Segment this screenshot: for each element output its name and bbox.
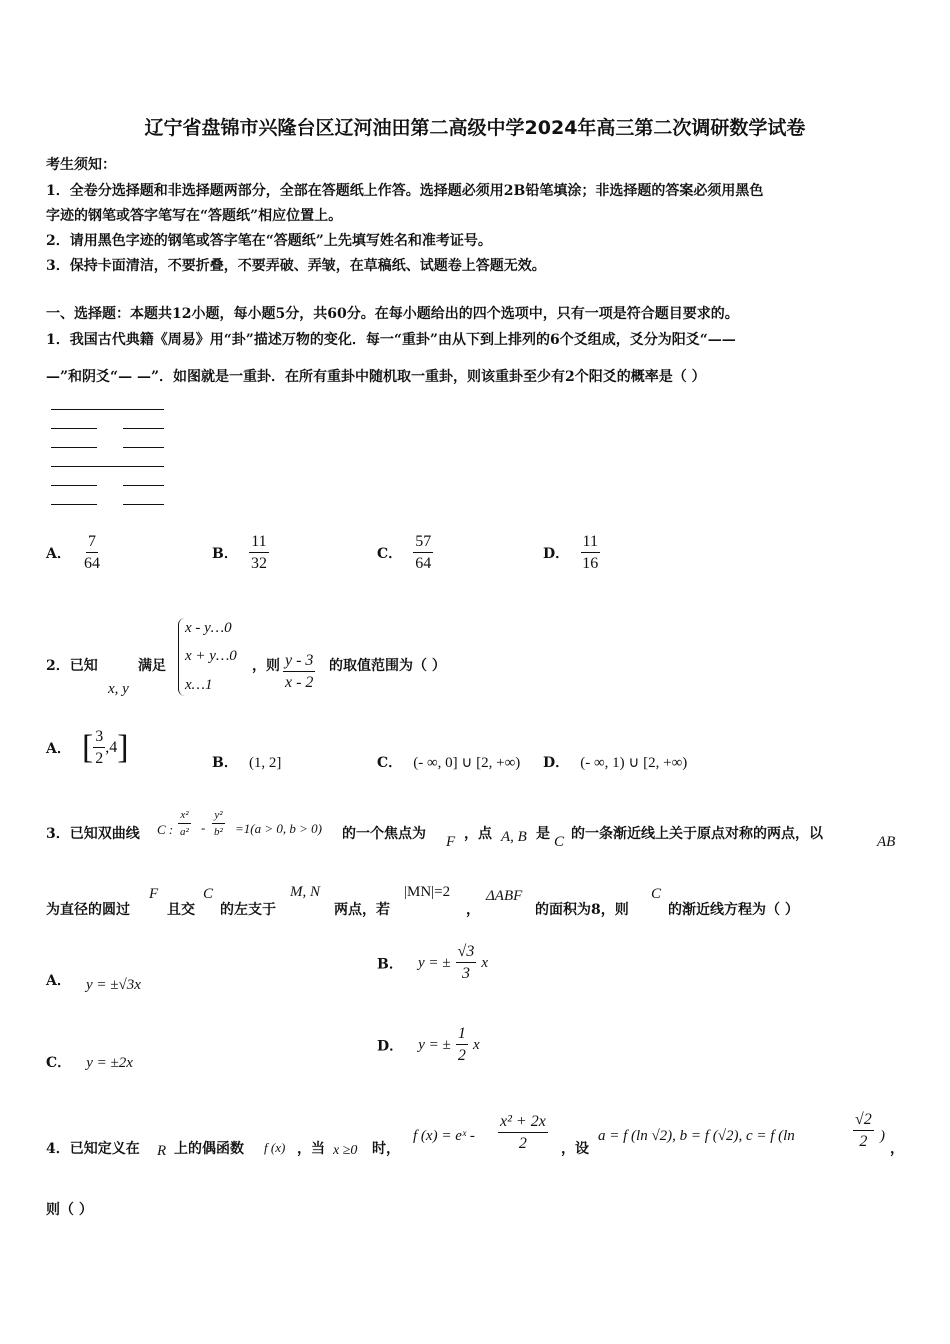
hexagram-line-yang [51, 466, 164, 467]
q2-satisfy: 满足 [138, 658, 166, 674]
q3-line2-c: C [203, 886, 214, 902]
option-expression-prefix: y = ± [418, 1037, 451, 1053]
q3-focus-f: F [446, 834, 456, 850]
q2-option-c[interactable] [377, 752, 520, 772]
q3-mn-length: |MN|=2 [404, 884, 451, 900]
q1-text-line-1: 1．我国古代典籍《周易》用“卦”描述万物的变化．每一“重卦”由从下到上排列的6个爻组成，爻分为阳爻“—— [46, 332, 736, 348]
q2-target-fraction [283, 651, 315, 694]
q3-frac-x [178, 808, 191, 841]
fraction-numerator: √3 [456, 942, 477, 963]
q3-option-a[interactable] [46, 970, 141, 993]
q3-points-mn: M, N [290, 884, 320, 900]
q3-condition: =1(a > 0, b > 0) [235, 821, 322, 836]
option-label: C． [46, 1055, 72, 1071]
hexagram-line-yin-right [123, 428, 164, 429]
fraction-numerator: x² + 2x [498, 1112, 548, 1133]
option-expression: y = ±√3x [85, 977, 141, 993]
q4-text-3: 时， [372, 1141, 400, 1157]
fraction-denominator: 3 [461, 965, 470, 982]
q3-line2-text-a: 为直径的圆过 [46, 902, 130, 918]
q3-option-c[interactable] [46, 1052, 133, 1072]
fraction-denominator: 32 [250, 555, 267, 572]
interval-end: ,4 [105, 739, 118, 756]
option-expression: (- ∞, 1) ∪ [2, +∞) [580, 755, 688, 771]
q4-prefix: 4．已知定义在 [46, 1141, 140, 1157]
option-label: C． [377, 755, 403, 771]
fraction-denominator: 16 [582, 555, 599, 572]
option-label: D． [543, 546, 570, 562]
fraction-denominator: 64 [415, 555, 432, 572]
q3-frac-y [212, 808, 225, 841]
q2-prefix: 2．已知 [46, 658, 98, 674]
fraction-numerator: 7 [86, 532, 98, 553]
option-expression-suffix: x [481, 955, 489, 971]
q4-fx: f (x) [264, 1140, 286, 1155]
fraction-denominator: 64 [83, 555, 100, 572]
section-heading: 一、选择题：本题共12小题，每小题5分，共60分。在每小题给出的四个选项中，只有一项是符合题目要求的。 [46, 306, 739, 322]
fraction-numerator: y - 3 [283, 651, 315, 672]
hexagram-line-yin-right [123, 447, 164, 448]
bracket-left: [ [81, 729, 94, 766]
fraction-numerator: y² [212, 808, 224, 824]
hexagram-line-yin-left [51, 447, 97, 448]
q4-r: R [157, 1143, 167, 1159]
q3-line2-text-f: 的渐近线方程为（ ） [668, 902, 799, 918]
option-label: B． [377, 956, 403, 973]
fraction-denominator: 2 [518, 1135, 527, 1152]
hexagram-line-yin-left [51, 504, 97, 505]
option-expression: (1, 2] [248, 755, 282, 771]
fraction-numerator: 57 [413, 532, 433, 553]
option-expression [82, 724, 129, 772]
q3-text-4: 的一条渐近线上关于原点对称的两点，以 [571, 826, 823, 842]
q3-curve-name: C : [157, 822, 174, 837]
q2-system-eq-3: x…1 [185, 677, 213, 693]
q2-option-b[interactable] [212, 752, 281, 772]
option-expression: (- ∞, 0] ∪ [2, +∞) [413, 755, 521, 771]
option-label: A． [46, 741, 71, 757]
option-fraction [249, 532, 269, 575]
q2-system-eq-2: x + y…0 [185, 648, 237, 664]
option-label: C． [377, 546, 403, 562]
q1-option-a[interactable] [46, 532, 102, 575]
q4-end: ， [890, 1141, 904, 1157]
option-fraction [413, 532, 433, 575]
option-label: A． [46, 546, 71, 562]
q3-line2-text-e: 的面积为8，则 [535, 902, 629, 918]
option-expression-suffix: x [472, 1037, 480, 1053]
q3-text-3: 是 [536, 826, 550, 842]
hexagram-line-yang [51, 409, 164, 410]
fraction-numerator: 11 [581, 532, 600, 553]
fraction-denominator: 2 [859, 1133, 868, 1150]
q4-text-2: ，当 [297, 1141, 325, 1157]
option-label: D． [543, 755, 570, 771]
fraction-numerator: √2 [853, 1110, 874, 1131]
fraction-numerator: 11 [249, 532, 268, 553]
q1-option-d[interactable] [543, 532, 600, 575]
option-label: B． [212, 546, 238, 562]
fraction-denominator: 2 [457, 1047, 466, 1064]
notice-item-2: 2．请用黑色字迹的钢笔或答字笔在“答题纸”上先填写姓名和准考证号。 [46, 233, 492, 249]
fraction-denominator: 2 [95, 749, 104, 767]
hexagram-line-yin-right [123, 485, 164, 486]
q4-abc-prefix: a = f (ln √2), b = f (√2), c = f (ln [598, 1128, 795, 1144]
q3-line2-text-d: 两点，若 [334, 902, 390, 918]
notice-heading: 考生须知： [46, 157, 116, 173]
option-label: A． [46, 973, 71, 989]
q2-option-a[interactable] [46, 724, 129, 772]
q2-then: ，则 [252, 658, 280, 674]
q4-line-2: 则（ ） [46, 1202, 93, 1218]
fraction-denominator: b² [214, 826, 223, 838]
option-label: B． [212, 755, 238, 771]
q3-text-1: 的一个焦点为 [342, 826, 426, 842]
hexagram-line-yin-left [51, 428, 97, 429]
q1-option-c[interactable] [377, 532, 433, 575]
notice-item-3: 3．保持卡面清洁，不要折叠，不要弄破、弄皱，在草稿纸、试题卷上答题无效。 [46, 258, 546, 274]
q3-points-ab: A, B [501, 829, 527, 845]
option-fraction [580, 532, 600, 575]
option-label: D． [377, 1038, 404, 1055]
option-fraction [82, 532, 102, 575]
q2-suffix: 的取值范围为（ ） [329, 658, 446, 674]
notice-item-1-line-1: 1．全卷分选择题和非选择题两部分，全部在答题纸上作答。选择题必须用2B铅笔填涂；非选择题的答案必须用黑色 [46, 183, 764, 199]
fraction-numerator: 1 [456, 1024, 468, 1045]
q1-option-b[interactable] [212, 532, 269, 575]
q3-prefix: 3．已知双曲线 [46, 826, 140, 842]
q3-segment-ab: AB [877, 834, 896, 850]
hexagram-line-yin-right [123, 504, 164, 505]
q4-abc-suffix: ) [880, 1128, 885, 1144]
q4-formula-prefix: f (x) = eˣ - [413, 1128, 475, 1144]
q3-option-d[interactable] [377, 1024, 480, 1067]
q4-abc-fraction [853, 1110, 874, 1153]
q2-vars: x, y [108, 681, 129, 697]
q2-system-brace [178, 618, 185, 696]
q3-minus: - [201, 820, 206, 835]
option-expression-prefix: y = ± [417, 955, 451, 971]
q4-text-1: 上的偶函数 [174, 1141, 244, 1157]
fraction-numerator: x² [178, 808, 190, 824]
q3-line2-f: F [149, 886, 159, 902]
q4-formula-fraction [498, 1112, 548, 1155]
q3-triangle: ΔABF [486, 888, 523, 904]
option-expression: y = ±2x [86, 1055, 133, 1071]
q3-comma: ， [466, 902, 480, 918]
hexagram-line-yin-left [51, 485, 97, 486]
q3-option-b[interactable] [377, 942, 488, 985]
fraction-denominator: a² [180, 826, 189, 838]
q4-text-4: ，设 [561, 1141, 589, 1157]
q3-line2-text-b: 且交 [167, 902, 195, 918]
q2-option-d[interactable] [543, 752, 687, 772]
fraction-denominator: x - 2 [285, 674, 314, 691]
bracket-right: ] [117, 729, 129, 766]
q3-text-2: ，点 [464, 826, 492, 842]
q3-line2-c2: C [651, 886, 662, 902]
fraction-numerator: 3 [93, 727, 105, 748]
q1-text-line-2: —”和阴爻“— —”．如图就是一重卦．在所有重卦中随机取一重卦，则该重卦至少有2个阳爻的概率是（ ） [46, 369, 706, 385]
notice-item-1-line-2: 字迹的钢笔或答字笔写在“答题纸”相应位置上。 [46, 208, 343, 224]
page-title: 辽宁省盘锦市兴隆台区辽河油田第二高级中学2024年高三第二次调研数学试卷 [144, 117, 806, 139]
q2-system-eq-1: x - y…0 [185, 620, 232, 636]
q4-condition: x ≥0 [333, 1143, 358, 1158]
q3-line2-text-c: 的左支于 [220, 902, 276, 918]
q3-curve-c: C [554, 834, 565, 850]
